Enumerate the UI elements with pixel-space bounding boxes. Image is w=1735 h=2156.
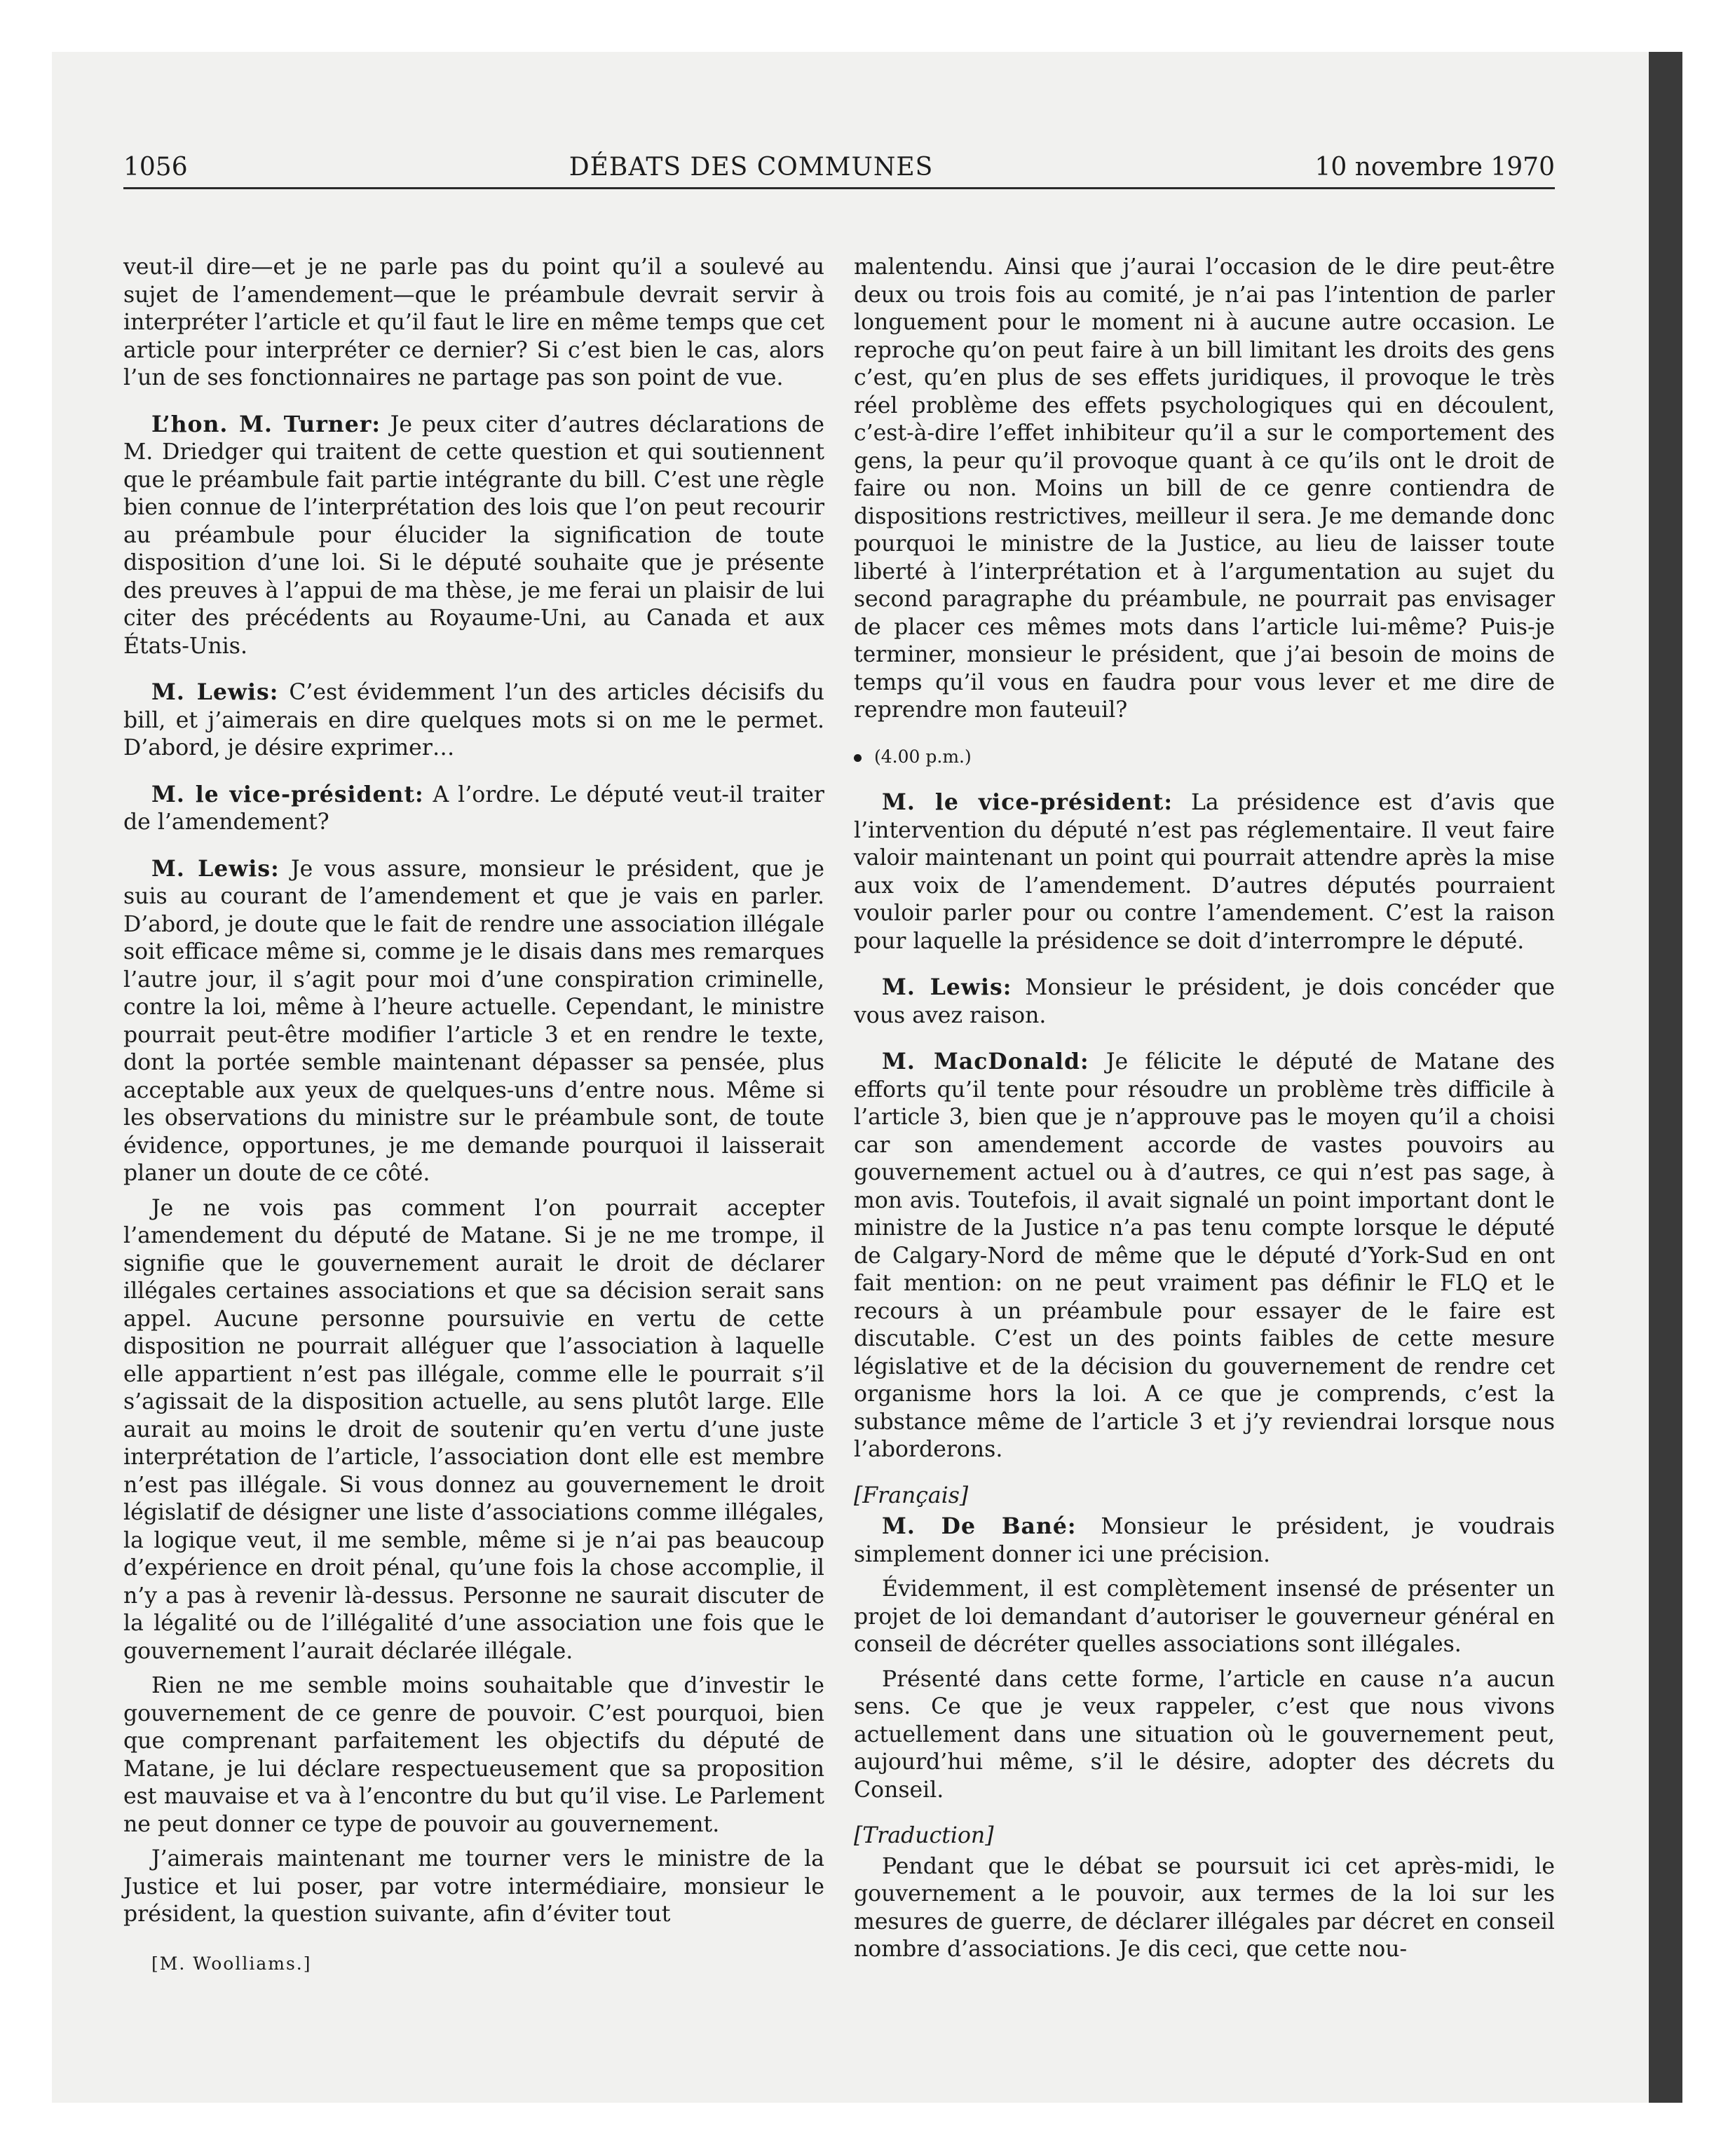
speech-text: Je peux citer d’autres déclarations de M. Driedger qui traitent de cette question et qui soutiennent que le préambule fait partie intégrante du bill. C’est une règle bien connue de l’interprétation des lois que l’on peut recourir au préambule pour élucider la signification de toute disposition d’une loi. Si le député souhaite que je présente des preuves à l’appui de ma thèse, je me ferai un plaisir de lui citer des précédents au Royaume-Uni, au Canada et aux États-Unis. xyxy=(123,411,824,659)
speaker-name: M. MacDonald: xyxy=(882,1049,1089,1074)
left-column xyxy=(123,254,824,1977)
speech-text: A l’ordre. Le député veut-il traiter de l’amendement? xyxy=(123,782,824,835)
speaker-name: M. De Bané: xyxy=(882,1513,1077,1539)
speaker-footer: [M. Woolliams.] xyxy=(151,1953,312,1974)
speech-text: Je vous assure, monsieur le président, que je suis au courant de l’amendement et que je vais en parler. D’abord, je doute que le fait de rendre une association illégale soit efficace même si, comme je le disais dans mes remarques l’autre jour, il s’agit pour moi d’une conspiration criminelle, contre la loi, même à l’heure actuelle. Cependant, le ministre pourrait peut-être modifier l’article 3 et en rendre le texte, dont la portée semble maintenant dépasser sa pensée, plus acceptable aux yeux de quelques-uns d’entre nous. Même si les observations du ministre sur le préambule sont, de toute évidence, opportunes, je me demande pourquoi il laisserait planer un doute de ce côté. xyxy=(123,856,825,1186)
paragraph: Rien ne me semble moins souhaitable que d’investir le gouvernement de ce genre de pouvoir. C’est pourquoi, bien que comprenant parfaitement les objectifs du député de Matane, je lui déclare respectueusement que sa proposition est mauvaise et va à l’encontre du but qu’il vise. Le Parlement ne peut donner ce type de pouvoir au gouvernement. xyxy=(123,1673,824,1837)
speech-text: Monsieur le président, je voudrais simplement donner ici une précision. xyxy=(854,1514,1555,1567)
speech-paragraph xyxy=(123,855,824,1188)
speech-text: Je félicite le député de Matane des efforts qu’il tente pour résoudre un problème très difficile à l’article 3, bien que je n’approuve pas le moyen qu’il a choisi car son amendement accorde de vastes pouvoirs au gouvernement actuel ou à d’autres, ce qui n’est pas sage, à mon avis. Toutefois, il avait signalé un point important dont le ministre de la Justice n’a pas tenu compte lorsque le député de Calgary-Nord de même que le député d’York-Sud en ont fait mention: on ne peut vraiment pas définir le FLQ et le recours à un préambule pour essayer de le faire est discutable. C’est un des points faibles de cette mesure législative et de la décision du gouvernement de rendre cet organisme hors la loi. A ce que je comprends, c’est la substance même de l’article 3 et j’y reviendrai lorsque nous l’aborderons. xyxy=(854,1049,1555,1462)
bullet-icon xyxy=(854,754,862,762)
language-marker: [Français] xyxy=(854,1482,969,1508)
time-marker xyxy=(854,743,1555,771)
speech-paragraph xyxy=(123,411,824,661)
speech-paragraph xyxy=(854,1513,1555,1569)
document-page xyxy=(123,151,1555,2044)
speech-text: La présidence est d’avis que l’intervention du député n’est pas réglementaire. Il veut faire valoir maintenant un point qui pourrait attendre après la mise aux voix de l’amendement. D’autres députés pourraient vouloir parler pour ou contre l’amendement. C’est la raison pour laquelle la présidence se doit d’interrompre le député. xyxy=(854,790,1555,954)
paragraph: veut-il dire—et je ne parle pas du point qu’il a soulevé au sujet de l’amendement—que le préambule devrait servir à interpréter l’article et qu’il faut le lire en même temps que cet article pour interpréter ce dernier? Si c’est bien le cas, alors l’un de ses fonctionnaires ne partage pas son point de vue. xyxy=(123,254,824,390)
speaker-name: M. le vice-président: xyxy=(151,781,424,807)
publication-title: DÉBATS DES COMMUNES xyxy=(569,153,934,182)
speaker-name: M. le vice-président: xyxy=(882,789,1173,815)
page-number: 1056 xyxy=(123,153,188,182)
language-marker: [Traduction] xyxy=(854,1823,994,1848)
paragraph: Présenté dans cette forme, l’article en cause n’a aucun sens. Ce que je veux rappeler, c’est que nous vivons actuellement dans une situation où le gouvernement peut, aujourd’hui même, s’il le désire, adopter des décrets du Conseil. xyxy=(854,1666,1555,1803)
right-column xyxy=(854,254,1555,1964)
speaker-name: M. Lewis: xyxy=(882,974,1012,1000)
speaker-name: L’hon. M. Turner: xyxy=(151,411,381,437)
speech-text: C’est évidemment l’un des articles décisifs du bill, et j’aimerais en dire quelques mots si on me le permet. D’abord, je désire exprimer… xyxy=(123,680,824,760)
speech-paragraph xyxy=(123,678,824,763)
speech-paragraph xyxy=(854,974,1555,1030)
paragraph: Je ne vois pas comment l’on pourrait accepter l’amendement du député de Matane. Si je ne me trompe, il signifie que le gouvernement aurait le droit de déclarer illégales certaines associations et que sa décision serait sans appel. Aucune personne poursuivie en vertu de cette disposition ne pourrait alléguer que l’association à laquelle elle appartient n’est pas illégale, comme elle le pourrait s’il s’agissait de la disposition actuelle, au sens plutôt large. Elle aurait au moins le droit de soutenir qu’en vertu d’une juste interprétation de l’article, l’association dont elle est membre n’est pas illégale. Si vous donnez au gouvernement le droit législatif de désigner une liste d’associations comme illégales, la logique veut, il me semble, même si je n’ai pas beaucoup d’expérience en droit pénal, qu’une fois la chose accomplie, il n’y a pas à revenir là-dessus. Personne ne saurait discuter de la légalité ou de l’illégalité d’une association une fois que le gouvernement l’aurait déclarée illégale. xyxy=(123,1195,824,1664)
publication-date: 10 novembre 1970 xyxy=(1314,153,1555,182)
running-header xyxy=(123,151,1555,189)
speaker-name: M. Lewis: xyxy=(151,855,280,882)
paragraph: Évidemment, il est complètement insensé de présenter un projet de loi demandant d’autoriser le gouverneur général en conseil de décréter quelles associations sont illégales. xyxy=(854,1576,1555,1657)
paragraph: malentendu. Ainsi que j’aurai l’occasion de le dire peut-être deux ou trois fois au comité, je n’ai pas l’intention de parler longuement pour le moment ni à aucune autre occasion. Le reproche qu’on peut faire à un bill limitant les droits des gens c’est, qu’en plus de ses effets juridiques, il provoque le très réel problème des effets psychologiques qui en découlent, c’est-à-dire l’effet inhibiteur qu’il a sur le comportement des gens, la peur qu’il provoque quant à ce qu’ils ont le droit de faire ou non. Moins un bill de ce genre contiendra de dispositions restrictives, meilleur il sera. Je me demande donc pourquoi le ministre de la Justice, au lieu de laisser toute liberté à l’interprétation et à l’argumentation au sujet du second paragraphe du préambule, ne pourrait pas envisager de placer ces mêmes mots dans l’article lui-même? Puis-je terminer, monsieur le président, que j’ai besoin de moins de temps qu’il vous en faudra pour vous lever et me dire de reprendre mon fauteuil? xyxy=(854,254,1555,723)
time-text: (4.00 p.m.) xyxy=(874,746,972,767)
paragraph: J’aimerais maintenant me tourner vers le ministre de la Justice et lui poser, par votre intermédiaire, monsieur le président, la question suivante, afin d’éviter tout xyxy=(123,1846,824,1927)
speech-paragraph xyxy=(854,789,1555,955)
page-edge-shadow xyxy=(1649,52,1682,2103)
speaker-name: M. Lewis: xyxy=(151,679,279,705)
paragraph: Pendant que le débat se poursuit ici cet après-midi, le gouvernement a le pouvoir, aux termes de la loi sur les mesures de guerre, de déclarer illégales par décret en conseil nombre d’associations. Je dis ceci, que cette nou- xyxy=(854,1853,1555,1962)
speech-text: Monsieur le président, je dois concéder que vous avez raison. xyxy=(854,975,1555,1028)
speech-paragraph xyxy=(123,781,824,837)
speech-paragraph xyxy=(854,1048,1555,1464)
